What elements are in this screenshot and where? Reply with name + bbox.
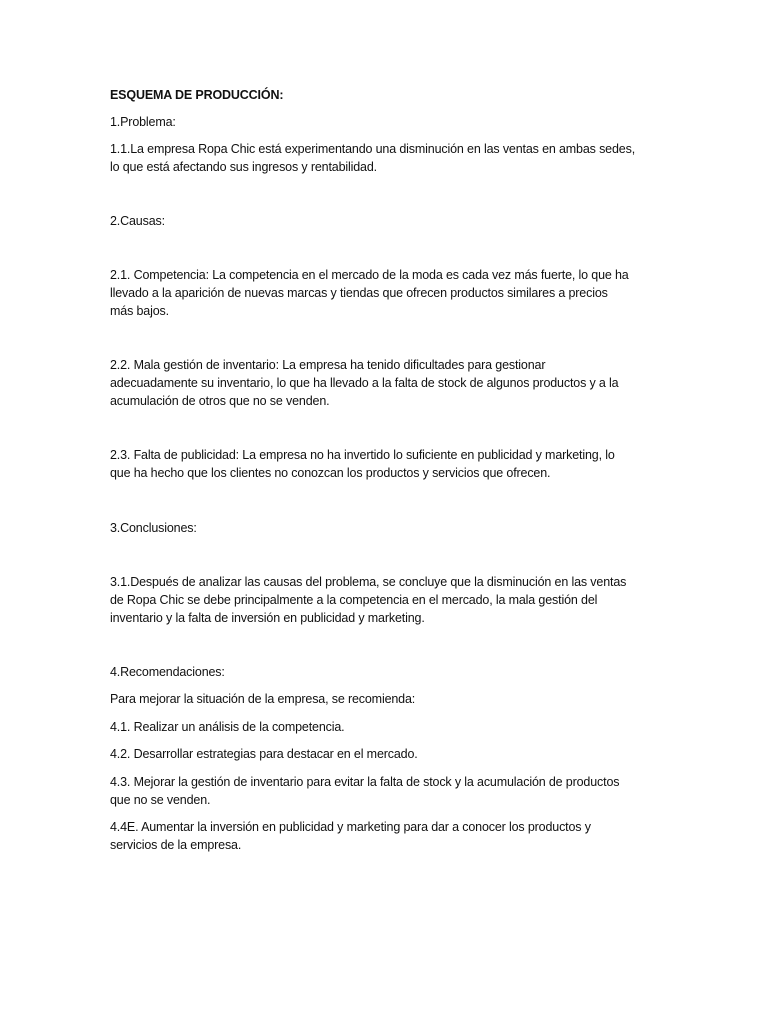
list-item-rec-4-1	[110, 718, 345, 736]
text-line: llevado a la aparición de nuevas marcas y tiendas que ofrecen productos similares a precios	[110, 286, 608, 301]
heading-recomendaciones-text: 4.Recomendaciones:	[110, 665, 225, 679]
text-line: 4.1. Realizar un análisis de la competencia.	[110, 720, 345, 734]
list-item-rec-4-2	[110, 745, 418, 763]
heading-conclusiones-text: 3.Conclusiones:	[110, 521, 197, 535]
text-line: 1.1.La empresa Ropa Chic está experimentando una disminución en las ventas en ambas sedes,	[110, 142, 636, 156]
text-line: acumulación de otros que no se venden.	[110, 394, 330, 409]
paragraph-problema-1-1	[110, 140, 635, 176]
paragraph-causa-2-3	[110, 446, 615, 482]
text-line: 4.2. Desarrollar estrategias para destacar en el mercado.	[110, 747, 418, 761]
list-item-rec-4-3	[110, 773, 619, 809]
paragraph-causa-2-2	[110, 356, 618, 411]
text-line: 4.4E. Aumentar la inversión en publicidad y marketing para dar a conocer los productos y	[110, 820, 591, 834]
text-line: que ha hecho que los clientes no conozcan los productos y servicios que ofrecen.	[110, 466, 551, 481]
heading-recomendaciones	[110, 663, 225, 681]
heading-causas-text: 2.Causas:	[110, 214, 165, 228]
document-title	[110, 86, 283, 104]
paragraph-causa-2-1	[110, 266, 629, 321]
text-line: 3.1.Después de analizar las causas del problema, se concluye que la disminución en las ventas	[110, 575, 627, 589]
heading-problema-text: 1.Problema:	[110, 115, 176, 129]
text-line: de Ropa Chic se debe principalmente a la competencia en el mercado, la mala gestión del	[110, 593, 598, 608]
text-line: Para mejorar la situación de la empresa, se recomienda:	[110, 692, 416, 706]
text-line: inventario y la falta de inversión en publicidad y marketing.	[110, 611, 425, 626]
heading-causas	[110, 212, 165, 230]
text-line: 2.2. Mala gestión de inventario: La empresa ha tenido dificultades para gestionar	[110, 358, 546, 372]
heading-problema	[110, 113, 176, 131]
title-line: ESQUEMA DE PRODUCCIÓN:	[110, 88, 284, 102]
text-line: 2.1. Competencia: La competencia en el mercado de la moda es cada vez más fuerte, lo que ha	[110, 268, 629, 282]
text-line: 4.3. Mejorar la gestión de inventario para evitar la falta de stock y la acumulación de productos	[110, 775, 620, 789]
heading-conclusiones	[110, 519, 197, 537]
paragraph-conclusion-3-1	[110, 573, 626, 628]
text-line: servicios de la empresa.	[110, 838, 242, 853]
text-line: adecuadamente su inventario, lo que ha llevado a la falta de stock de algunos productos y a la	[110, 376, 619, 391]
paragraph-recomendaciones-intro	[110, 690, 415, 708]
list-item-rec-4-4	[110, 818, 591, 854]
text-line: lo que está afectando sus ingresos y rentabilidad.	[110, 160, 377, 175]
text-line: más bajos.	[110, 304, 169, 319]
text-line: que no se venden.	[110, 793, 211, 808]
text-line: 2.3. Falta de publicidad: La empresa no ha invertido lo suficiente en publicidad y marketing, lo	[110, 448, 615, 462]
